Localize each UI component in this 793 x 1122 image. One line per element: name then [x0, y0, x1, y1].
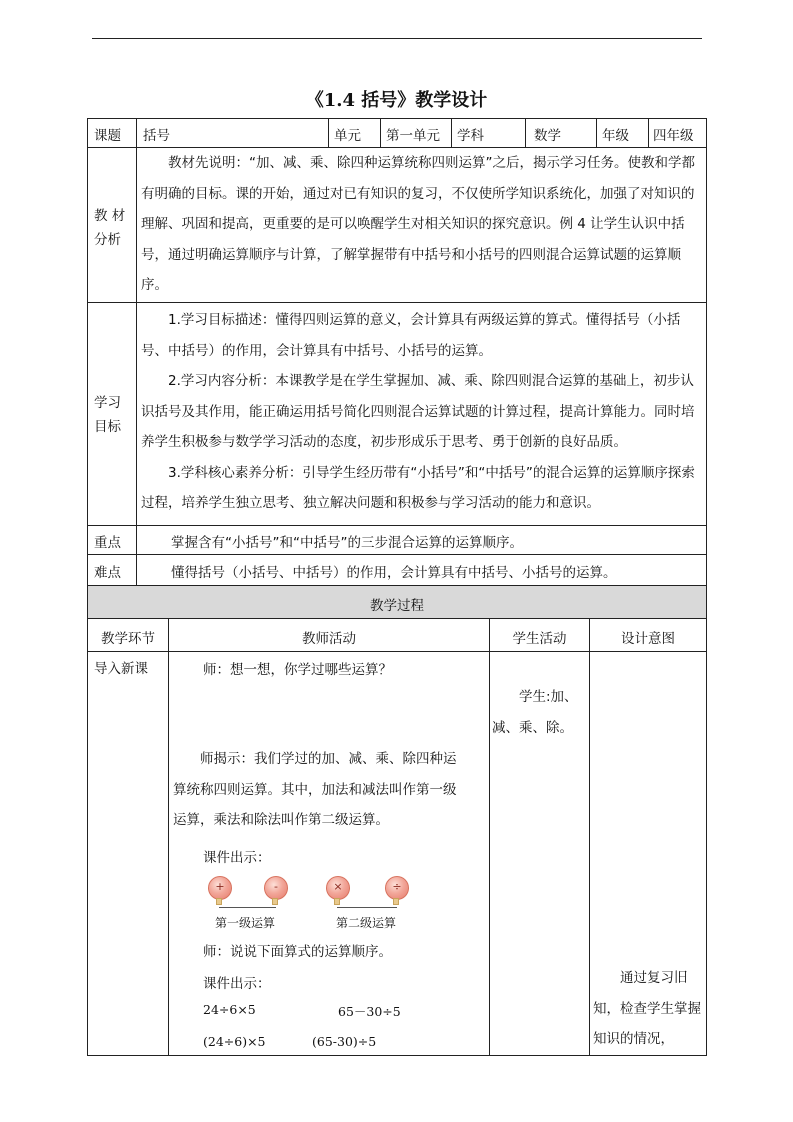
col-intent-cell	[589, 618, 707, 652]
bulb-base-2	[272, 898, 278, 905]
analysis-content-cell	[136, 147, 707, 303]
topic-value-cell	[136, 118, 329, 148]
topic-value: 括号	[143, 128, 170, 144]
goals-p1: 1.学习目标描述：懂得四则运算的意义，会计算具有两级运算的算式。懂得括号（小括号、中括号）的作用，会计算具有中括号、小括号的运算。	[141, 312, 681, 359]
teacher-slide-label: 课件出示：	[203, 850, 271, 866]
grade-label-cell	[596, 118, 649, 148]
level1-bracket	[219, 907, 276, 908]
header-rule	[92, 38, 702, 39]
col-stage: 教学环节	[101, 631, 155, 647]
subject-value-cell	[525, 118, 597, 148]
goals-p2: 2.学习内容分析：本课教学是在学生掌握加、减、乘、除四则混合运算的基础上，初步认识括号及其作用，能正确运用括号简化四则混合运算试题的计算过程，提高计算能力。同时培养学生积极参与数学学习活动的态度，初步形成乐于思考、勇于创新的良好品质。	[141, 373, 695, 450]
grade-label: 年级	[602, 128, 629, 144]
difficulty-label-cell	[87, 554, 137, 586]
analysis-label: 教 材 分析	[94, 208, 126, 248]
grade-value: 四年级	[653, 128, 694, 144]
unit-value: 第一单元	[386, 128, 440, 144]
subject-value: 数学	[534, 128, 561, 144]
student-cell	[489, 651, 590, 1056]
expr-4: (65-30)÷5	[312, 1034, 377, 1049]
teacher-reveal: 师揭示：我们学过的加、减、乘、除四种运算统称四则运算。其中，加法和减法叫作第一级运算，乘法和除法叫作第二级运算。	[173, 751, 457, 828]
teacher-order-question: 师：说说下面算式的运算顺序。	[203, 944, 392, 960]
divide-symbol: ÷	[392, 880, 402, 893]
minus-symbol: -	[274, 880, 278, 893]
bulb-base-3	[334, 898, 340, 905]
unit-value-cell	[380, 118, 452, 148]
intent-cell	[589, 651, 707, 1056]
goals-label-cell	[87, 302, 137, 526]
page-title: 《1.4 括号》教学设计	[305, 90, 488, 111]
expr-1: 24÷6×5	[203, 1002, 256, 1017]
teacher-question: 师：想一想，你学过哪些运算？	[203, 662, 392, 678]
stage-name: 导入新课	[94, 661, 148, 677]
bulb-base-1	[216, 898, 222, 905]
unit-label-cell	[328, 118, 381, 148]
key-label: 重点	[94, 535, 121, 551]
process-header: 教学过程	[370, 598, 424, 614]
teacher-cell	[168, 651, 490, 1056]
goals-p3: 3.学科核心素养分析：引导学生经历带有“小括号”和“中括号”的混合运算的运算顺序探索过程，培养学生独立思考、独立解决问题和积极参与学习活动的能力和意识。	[141, 464, 695, 511]
key-content-cell	[136, 525, 707, 555]
col-teacher: 教师活动	[302, 631, 356, 647]
analysis-label-cell	[87, 147, 137, 303]
teacher-slide-label-2: 课件出示：	[203, 976, 271, 992]
expr-3: (24÷6)×5	[203, 1034, 266, 1049]
bulb-base-4	[393, 898, 399, 905]
divide-bulb-icon	[385, 876, 409, 900]
col-student-cell	[489, 618, 590, 652]
level1-label: 第一级运算	[215, 916, 276, 930]
level2-bracket	[337, 907, 397, 908]
goals-content-cell	[136, 302, 707, 526]
analysis-text: 教材先说明：“加、减、乘、除四种运算统称四则运算”之后，揭示学习任务。使教和学都有明确的目标。课的开始，通过对已有知识的复习，不仅使所学知识系统化，加强了对知识的理解、巩固和提高，更重要的是可以唤醒学生对相关知识的探究意识。例 4 让学生认识中括号，通过明确运算顺序与计算，了解掌握带有中括号和小括号的四则混合运算试题的运算顺序。	[141, 155, 695, 293]
key-text: 掌握含有“小括号”和“中括号”的三步混合运算的运算顺序。	[171, 535, 523, 551]
level2-label: 第二级运算	[336, 916, 397, 930]
col-student: 学生活动	[512, 631, 567, 647]
col-stage-cell	[87, 618, 169, 652]
stage-cell	[87, 651, 169, 1056]
subject-label: 学科	[457, 128, 484, 144]
col-teacher-cell	[168, 618, 490, 652]
col-intent: 设计意图	[621, 631, 675, 647]
student-answer: 学生:加、减、乘、除。	[492, 689, 578, 736]
expr-2: 65－30÷5	[338, 1004, 401, 1019]
goals-label: 学习 目标	[94, 395, 121, 435]
process-header-cell	[87, 585, 707, 619]
difficulty-label: 难点	[94, 565, 121, 581]
plus-bulb-icon	[208, 876, 232, 900]
times-symbol: ×	[333, 880, 343, 893]
unit-label: 单元	[334, 128, 361, 144]
minus-bulb-icon	[264, 876, 288, 900]
subject-label-cell	[451, 118, 526, 148]
plus-symbol: +	[215, 880, 225, 893]
intent-text: 通过复习旧知，检查学生掌握知识的情况，	[593, 970, 701, 1047]
key-label-cell	[87, 525, 137, 555]
difficulty-text: 懂得括号（小括号、中括号）的作用，会计算具有中括号、小括号的运算。	[171, 565, 617, 581]
times-bulb-icon	[326, 876, 350, 900]
topic-label: 课题	[94, 128, 121, 144]
topic-label-cell	[87, 118, 137, 148]
difficulty-content-cell	[136, 554, 707, 586]
grade-value-cell	[648, 118, 707, 148]
